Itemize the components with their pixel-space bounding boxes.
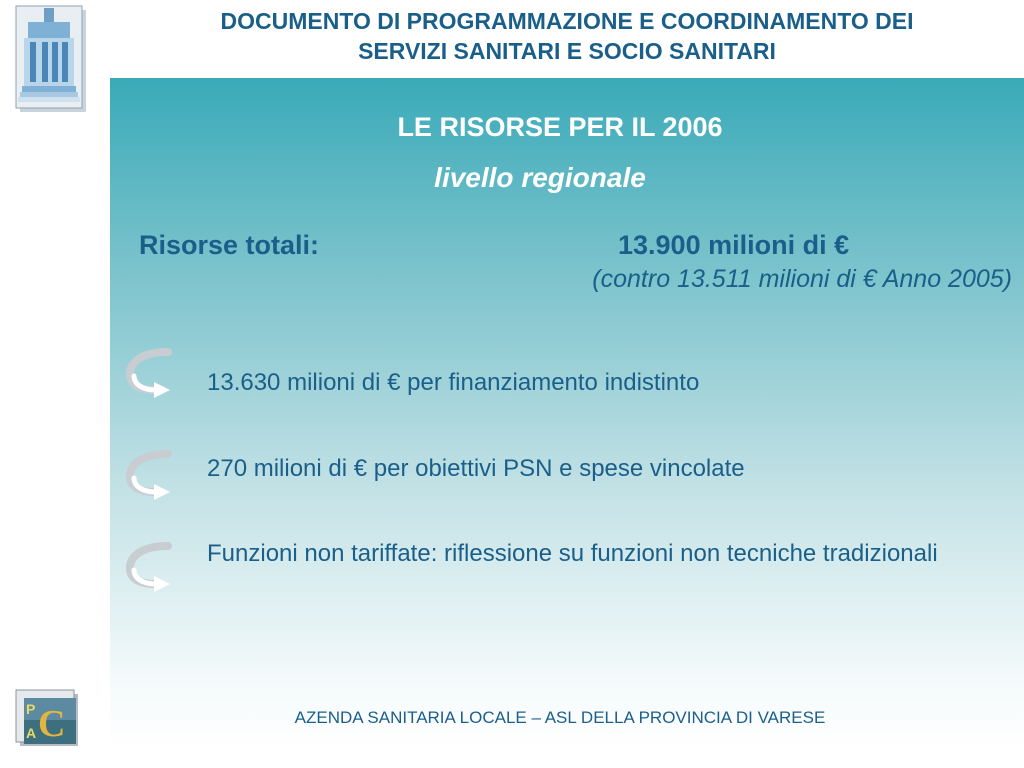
logo-letter-c: C [38,703,66,745]
page-title-line-2: SERVIZI SANITARI E SOCIO SANITARI [358,38,776,64]
resources-value: 13.900 milioni di € [618,230,850,260]
resources-label: Risorse totali: [139,230,320,260]
bullet-item: 13.630 milioni di € per finanziamento indistinto [207,369,700,396]
page-title [110,6,1024,66]
curved-arrow-icon [124,346,176,402]
footer-text: AZENDA SANITARIA LOCALE – ASL DELLA PROVINCIA DI VARESE [294,708,826,727]
bullet-item: 270 milioni di € per obiettivi PSN e spese vincolate [207,455,745,482]
logo-letter-a: A [26,725,37,741]
curved-arrow-icon [124,540,176,596]
bullet-item: Funzioni non tariffate: riflessione su funzioni non tecniche tradizionali [207,540,938,567]
curved-arrow-icon [124,448,176,504]
pac-logo-icon [14,688,80,748]
logo-letter-p: P [26,701,36,717]
section-subtitle: livello regionale [434,162,646,193]
section-title: LE RISORSE PER IL 2006 [397,112,723,142]
page-title-line-1: DOCUMENTO DI PROGRAMMAZIONE E COORDINAMENTO DEI [220,8,914,34]
building-logo-icon [14,4,90,114]
resources-comparison: (contro 13.511 milioni di € Anno 2005) [592,265,1012,293]
